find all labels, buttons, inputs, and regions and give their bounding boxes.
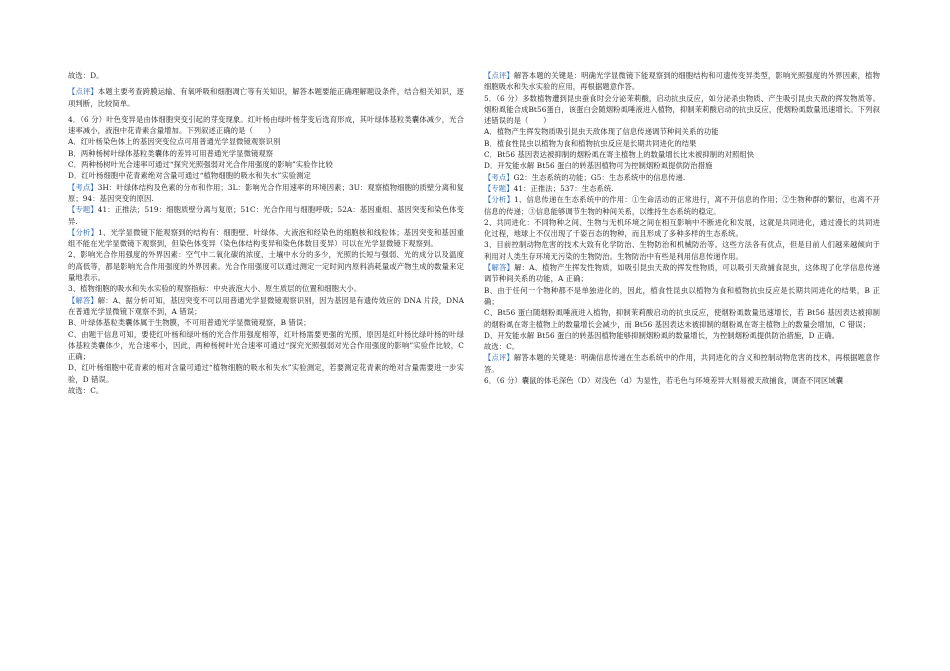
right-paragraph — [484, 217, 880, 240]
paragraph-text: 解答本题的关键是：明确光学显微镜下能观察到的细胞结构和可遗传变异类型，影响光照强度的外界因素，植物细胞吸水和失水实验的应用，再根据题意作答。 — [484, 71, 880, 92]
paragraph-text: A．植物产生挥发物质吸引昆虫天敌体现了信息传递调节种间关系的功能 — [484, 127, 719, 137]
left-paragraph — [68, 317, 464, 328]
left-paragraph — [68, 227, 464, 250]
section-tag: 【专题】 — [68, 205, 98, 215]
right-paragraph — [484, 138, 880, 149]
section-tag: 【解答】 — [484, 263, 515, 273]
paragraph-text: 5．（6 分）多数植物遭到昆虫蚕食时会分泌茉莉酸，启动抗虫反应，如分泌杀虫物质、产生吸引昆虫天敌的挥发物质等。烟粉虱能合成Bt56蛋白，该蛋白会随烟粉虱唾液进入植物，抑制茉莉酸启动的抗虫反应，使烟粉虱数量迅速增长。下列叙述错误的是（ ） — [484, 93, 880, 126]
left-paragraph — [68, 86, 464, 109]
left-paragraph — [68, 182, 464, 205]
right-paragraph — [484, 307, 880, 330]
right-paragraph — [484, 126, 880, 137]
right-paragraph — [484, 160, 880, 171]
left-paragraph — [68, 136, 464, 147]
paragraph-text: G2：生态系统的功能；G5：生态系统中的信息传递. — [513, 172, 686, 182]
paragraph-text: 1、信息传递在生态系统中的作用：①生命活动的正常进行，离不开信息的作用；②生物种群的繁衍，也离不开信息的传递；③信息能够调节生物的种间关系，以维持生态系统的稳定。 — [484, 195, 880, 216]
right-column — [484, 70, 880, 386]
section-tag: 【考点】 — [484, 172, 514, 182]
right-paragraph — [484, 183, 880, 194]
paragraph-text: 解：A、据分析可知，基因突变不可以用普通光学显微镜观察识别，因为基因是有遗传效应的 DNA 片段，DNA 在普通光学显微镜下观察不到，A 错误； — [68, 295, 464, 316]
left-paragraph — [68, 70, 464, 81]
right-paragraph — [484, 285, 880, 308]
right-paragraph — [484, 341, 880, 352]
section-tag: 【考点】 — [68, 182, 98, 192]
right-paragraph — [484, 70, 880, 93]
paragraph-text: 故选：D。 — [68, 71, 104, 80]
right-paragraph — [484, 262, 880, 285]
left-paragraph — [68, 362, 464, 385]
right-paragraph — [484, 352, 880, 375]
paragraph-text: 本题主要考查跨膜运输、有氧呼吸和细胞凋亡等有关知识，解答本题要能正确理解题设条件，结合相关知识，逐项判断，比较简单。 — [68, 87, 464, 108]
left-paragraph — [68, 295, 464, 318]
right-paragraph — [484, 239, 880, 262]
left-paragraph — [68, 204, 464, 227]
paragraph-text: B．植食性昆虫以植物为食和植物抗虫反应是长期共同进化的结果 — [484, 138, 697, 148]
paragraph-text: C．两种杨树叶光合速率可通过“探究光照强弱对光合作用强度的影响”实验作比较 — [68, 160, 333, 170]
right-paragraph — [484, 149, 880, 160]
paragraph-text: 故选：C。 — [68, 386, 104, 396]
right-paragraph — [484, 93, 880, 127]
paragraph-text: 6．（6 分）囊鼠的体毛深色（D）对浅色（d）为显性，若毛色与环境差异大则易被天敌捕食，调查不同区域囊 — [484, 376, 844, 386]
left-paragraph — [68, 148, 464, 159]
right-paragraph — [484, 375, 880, 386]
paragraph-text: B．两种杨树叶绿体基粒类囊体的差异可用普通光学显微镜观察 — [68, 148, 274, 158]
left-paragraph — [68, 385, 464, 396]
left-column — [68, 70, 464, 396]
paragraph-text: 4．（6 分）叶色变异是由体细胞突变引起的芽变现象。红叶杨由绿叶杨芽变后选育形成，其叶绿体基粒类囊体减少，光合速率减小，液泡中花青素含量增加。下列叙述正确的是（ ） — [68, 114, 464, 136]
paragraph-text: D、开发能水解 Bt56 蛋白的转基因植物能够抑制烟粉虱的数量增长，为控制烟粉虱提供防治措施，D 正确。 — [484, 330, 840, 340]
section-tag: 【分析】 — [68, 227, 99, 237]
section-tag: 【分析】 — [484, 195, 515, 205]
paragraph-text: A．红叶杨染色体上的基因突变位点可用普通光学显微镜观察识别 — [68, 137, 281, 147]
paragraph-text: 解：A、植物产生挥发性物质，如吸引昆虫天敌的挥发性物质，可以吸引天敌捕食昆虫，这体现了化学信息传递调节种间关系的功能，A 正确； — [484, 263, 881, 284]
paragraph-text: B、叶绿体基粒类囊体属于生物膜，不可用普通光学显微镜观察，B 错误； — [68, 318, 311, 328]
section-tag: 【点评】 — [484, 71, 514, 80]
paragraph-text: 故选：C。 — [484, 342, 520, 352]
paragraph-text: C．Bt56 基因表达被抑制的烟粉虱在寄主植物上的数量增长比未被抑制的对照组快 — [484, 150, 755, 160]
left-paragraph — [68, 249, 464, 283]
paragraph-text: 解答本题的关键是：明确信息传递在生态系统中的作用，共同进化的含义和控制动物危害的技术，再根据题意作答。 — [484, 353, 880, 374]
paragraph-text: D．红叶杨细胞中花青素绝对含量可通过“植物细胞的吸水和失水”实验测定 — [68, 171, 311, 181]
paragraph-text: 41：正推法；537：生态系统. — [513, 183, 614, 193]
left-paragraph — [68, 170, 464, 181]
paragraph-text: D、红叶杨细胞中花青素的相对含量可通过“植物细胞的吸水和失水”实验测定，若要测定花青素的绝对含量需要进一步实验，D 错误。 — [68, 363, 464, 384]
right-paragraph — [484, 330, 880, 341]
left-paragraph — [68, 159, 464, 170]
paragraph-text: B、由于任何一个物种都不是单独进化的，因此，植食性昆虫以植物为食和植物抗虫反应是长期共同进化的结果，B 正确； — [484, 285, 880, 306]
left-paragraph — [68, 329, 464, 363]
right-paragraph — [484, 172, 880, 183]
paragraph-text: 1、光学显微镜下能观察到的结构有：细胞壁、叶绿体、大液泡和经染色的细胞核和线粒体；基因突变和基因重组不能在光学显微镜下观察到，但染色体变异（染色体结构变异和染色体数目变异）可以在光学显微镜下观察到。 — [68, 227, 464, 249]
paragraph-text: D．开发能水解 Bt56 蛋白的转基因植物可为控制烟粉虱提供防治措施 — [484, 161, 713, 171]
paragraph-text: 41：正推法；519：细胞质壁分离与复原；51C：光合作用与细胞呼吸；52A：基因重组、基因突变和染色体变异. — [68, 205, 464, 226]
paragraph-text: 2、影响光合作用强度的外界因素：空气中二氧化碳的浓度，土壤中水分的多少，光照的长短与强弱、光的成分以及温度的高低等，都是影响光合作用强度的外界因素。光合作用强度可以通过测定一定时间内原料消耗量或产物生成的数量来定量地表示。 — [68, 250, 464, 283]
left-paragraph — [68, 283, 464, 294]
paragraph-text: 2、共同进化：不同物种之间、生物与无机环境之间在相互影响中不断进化和发展，这就是共同进化，通过漫长的共同进化过程，地球上不仅出现了千姿百态的物种，而且形成了多种多样的生态系统。 — [484, 217, 880, 239]
paragraph-text: 3、植物细胞的吸水和失水实验的观察指标：中央液泡大小、原生质层的位置和细胞大小。 — [68, 284, 362, 294]
paragraph-text: C、Bt56 蛋白随烟粉虱唾液进入植物，抑制茉莉酸启动的抗虫反应，使烟粉虱数量迅速增长，若 Bt56 基因表达被抑制的烟粉虱在寄主植物上的数量增长会减少，而 Bt56 基因表达未被抑制的烟粉虱在寄主植物上的数量会增加，C 错误； — [484, 308, 880, 329]
paragraph-text: 3H：叶绿体结构及色素的分布和作用；3L：影响光合作用速率的环境因素；3U：观察植物细胞的质壁分离和复原；94：基因突变的原因. — [68, 182, 464, 203]
left-paragraph — [68, 114, 464, 137]
paragraph-text: C、由题干信息可知，要使红叶杨和绿叶杨的光合作用强度相等，红叶杨需要更强的光照，原因是红叶杨比绿叶杨的叶绿体基粒类囊体少，光合速率小，因此，两种杨树叶光合速率可通过“探究光照强弱对光合作用强度的影响”实验作比较，C 正确； — [68, 329, 464, 362]
right-paragraph — [484, 194, 880, 217]
section-tag: 【专题】 — [484, 183, 514, 193]
paragraph-text: 3、目前控制动物危害的技术大致有化学防治、生物防治和机械防治等。这些方法各有优点，但是目前人们越来越倾向于利用对人类生存环境无污染的生物防治。生物防治中有些是利用信息传递作用。 — [484, 240, 880, 261]
section-tag: 【点评】 — [68, 87, 98, 97]
section-tag: 【解答】 — [68, 295, 98, 305]
section-tag: 【点评】 — [484, 353, 514, 363]
